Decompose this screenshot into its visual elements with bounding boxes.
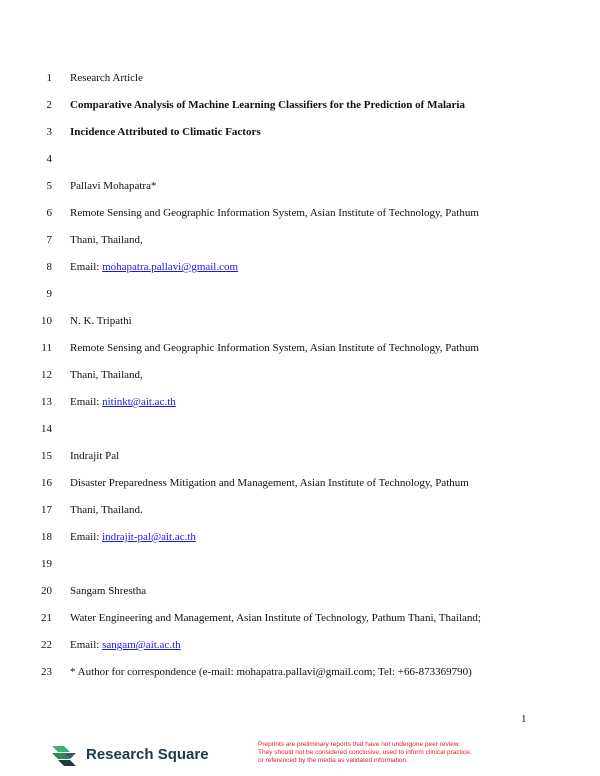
line-20 <box>0 584 600 598</box>
line-number: 19 <box>41 558 52 570</box>
email-link[interactable]: indrajit-pal@ait.ac.th <box>102 531 196 543</box>
paper-title: Comparative Analysis of Machine Learning Classifiers for the Prediction of Malaria <box>70 99 465 111</box>
line-19 <box>0 557 600 571</box>
line-5 <box>0 179 600 193</box>
line-number: 13 <box>41 396 52 408</box>
email-label: Email: <box>70 396 103 408</box>
research-square-logo[interactable] <box>50 744 220 768</box>
line-number: 22 <box>41 639 52 651</box>
affiliation: Thani, Thailand, <box>70 234 143 246</box>
line-14 <box>0 422 600 436</box>
author-name: Pallavi Mohapatra* <box>70 180 157 192</box>
line-number: 3 <box>46 126 52 138</box>
line-number: 21 <box>41 612 52 624</box>
line-3 <box>0 125 600 139</box>
affiliation: Water Engineering and Management, Asian Institute of Technology, Pathum Thani, Thailand; <box>70 612 481 624</box>
line-number: 18 <box>41 531 52 543</box>
preprint-disclaimer <box>258 741 558 765</box>
logo-text: Research Square <box>86 746 209 763</box>
research-square-logo-icon <box>50 744 80 768</box>
email-link[interactable]: sangam@ait.ac.th <box>102 639 181 651</box>
email-line <box>70 530 196 544</box>
line-number: 20 <box>41 585 52 597</box>
line-9 <box>0 287 600 301</box>
line-18 <box>0 530 600 544</box>
page-number: 1 <box>521 713 527 725</box>
line-number: 16 <box>41 477 52 489</box>
line-23 <box>0 665 600 679</box>
line-number: 5 <box>46 180 52 192</box>
line-number: 8 <box>46 261 52 273</box>
line-4 <box>0 152 600 166</box>
line-15 <box>0 449 600 463</box>
line-11 <box>0 341 600 355</box>
email-line <box>70 395 176 409</box>
line-number: 10 <box>41 315 52 327</box>
email-label: Email: <box>70 261 103 273</box>
line-10 <box>0 314 600 328</box>
line-number: 15 <box>41 450 52 462</box>
line-number: 9 <box>46 288 52 300</box>
article-type: Research Article <box>70 72 143 84</box>
line-number: 23 <box>41 666 52 678</box>
affiliation: Remote Sensing and Geographic Information System, Asian Institute of Technology, Pathum <box>70 342 479 354</box>
line-number: 12 <box>41 369 52 381</box>
correspondence-note: * Author for correspondence (e-mail: mohapatra.pallavi@gmail.com; Tel: +66-873369790) <box>70 666 472 678</box>
affiliation: Disaster Preparedness Mitigation and Management, Asian Institute of Technology, Pathum <box>70 477 469 489</box>
line-12 <box>0 368 600 382</box>
email-label: Email: <box>70 639 103 651</box>
line-number: 2 <box>46 99 52 111</box>
disclaimer-line: or referenced by the media as validated information. <box>258 757 408 764</box>
line-8 <box>0 260 600 274</box>
affiliation: Remote Sensing and Geographic Information System, Asian Institute of Technology, Pathum <box>70 207 479 219</box>
email-label: Email: <box>70 531 103 543</box>
line-6 <box>0 206 600 220</box>
line-number: 1 <box>46 72 52 84</box>
line-number: 4 <box>46 153 52 165</box>
line-17 <box>0 503 600 517</box>
email-line <box>70 638 181 652</box>
line-number: 6 <box>46 207 52 219</box>
email-link[interactable]: mohapatra.pallavi@gmail.com <box>102 261 239 273</box>
line-number: 11 <box>41 342 52 354</box>
line-22 <box>0 638 600 652</box>
line-7 <box>0 233 600 247</box>
affiliation: Thani, Thailand, <box>70 369 143 381</box>
author-name: Sangam Shrestha <box>70 585 147 597</box>
disclaimer-line: They should not be considered conclusive, used to inform clinical practice, <box>258 749 472 756</box>
email-line <box>70 260 238 274</box>
disclaimer-line: Preprints are preliminary reports that have not undergone peer review. <box>258 741 460 748</box>
line-16 <box>0 476 600 490</box>
line-21 <box>0 611 600 625</box>
line-1 <box>0 71 600 85</box>
author-name: N. K. Tripathi <box>70 315 132 327</box>
line-number: 17 <box>41 504 52 516</box>
paper-title: Incidence Attributed to Climatic Factors <box>70 126 261 138</box>
line-number: 14 <box>41 423 52 435</box>
author-name: Indrajit Pal <box>70 450 120 462</box>
email-link[interactable]: nitinkt@ait.ac.th <box>102 396 176 408</box>
line-13 <box>0 395 600 409</box>
line-2 <box>0 98 600 112</box>
affiliation: Thani, Thailand. <box>70 504 143 516</box>
line-number: 7 <box>46 234 52 246</box>
